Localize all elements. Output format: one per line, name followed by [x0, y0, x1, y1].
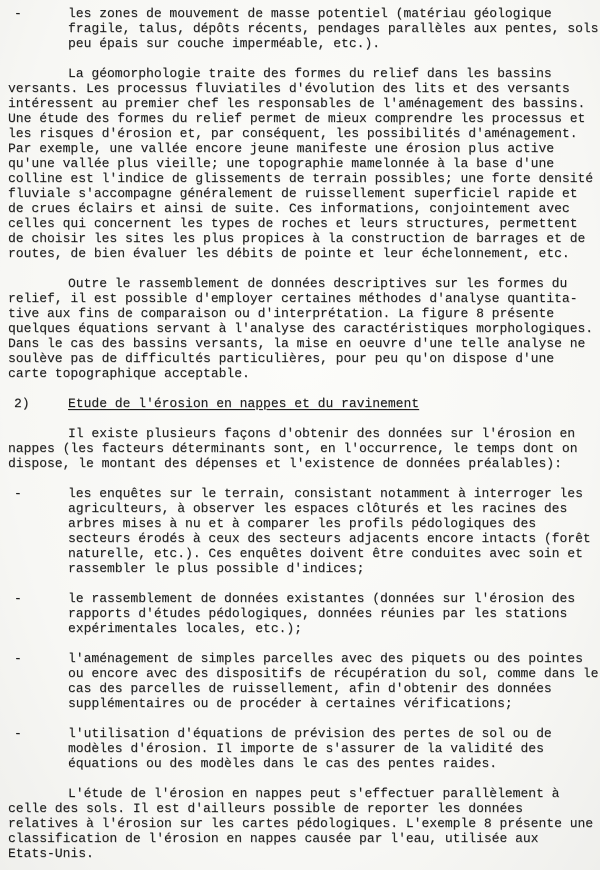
text-line: modèles d'érosion. Il importe de s'assurer de la validité des: [68, 741, 544, 756]
text-line: relatives à l'érosion sur les cartes pédologiques. L'exemple 8 présente une: [8, 816, 594, 831]
paragraph: [8, 786, 596, 861]
text-line: expérimentales locales, etc.);: [68, 621, 303, 636]
text-line: supplémentaires ou de procéder à certaines vérifications;: [68, 696, 513, 711]
paragraph: [8, 426, 596, 471]
bullet-dash: -: [14, 486, 22, 501]
text-line: le rassemblement de données existantes (données sur l'érosion des: [68, 591, 576, 606]
text-line: dispose, le montant des dépenses et l'existence de données préalables):: [8, 456, 562, 471]
text-line: Dans le cas des bassins versants, la mise en oeuvre d'une telle analyse ne: [8, 336, 586, 351]
text-line: soulève pas de difficultés particulières, pour peu qu'on dispose d'une: [8, 351, 555, 366]
bullet-item: [8, 651, 599, 711]
text-line: cas des parcelles de ruissellement, afin d'obtenir des données: [68, 681, 552, 696]
text-line: Par exemple, une vallée encore jeune manifeste une érosion plus active: [8, 141, 555, 156]
bullet-dash: -: [14, 651, 22, 666]
text-line: naturelle, etc.). Ces enquêtes doivent être conduites avec soin et: [68, 546, 583, 561]
text-line: de crues éclairs et ainsi de suite. Ces informations, conjointement avec: [8, 201, 570, 216]
text-line: Etats-Unis.: [8, 846, 94, 861]
text-line: les enquêtes sur le terrain, consistant notamment à interroger les: [68, 486, 583, 501]
text-line: agriculteurs, à observer les espaces clôturés et les racines des: [68, 501, 568, 516]
text-line: les risques d'érosion et, par conséquent, les possibilités d'aménagement.: [8, 126, 578, 141]
text-line: fluviale s'accompagne généralement de ruissellement superficiel rapide et: [8, 186, 578, 201]
text-line: équations ou des modèles dans le cas des pentes raides.: [68, 756, 498, 771]
text-line: secteurs érodés à ceux des secteurs adjacents encore intacts (forêt: [68, 531, 591, 546]
text-line: arbres mises à nu et à comparer les profils pédologiques des: [68, 516, 537, 531]
heading-number: 2): [14, 396, 30, 411]
text-line: L'étude de l'érosion en nappes peut s'effectuer parallèlement à: [68, 786, 560, 801]
bullet-dash: -: [14, 726, 22, 741]
text-line: l'aménagement de simples parcelles avec des piquets ou des pointes: [68, 651, 583, 666]
text-line: routes, de bien évaluer les débits de pointe et leur échelonnement, etc.: [8, 246, 570, 261]
text-line: versants. Les processus fluviatiles d'évolution des lits et des versants: [8, 81, 570, 96]
text-line: relief, il est possible d'employer certaines méthodes d'analyse quantita-: [8, 291, 578, 306]
text-line: tive aux fins de comparaison ou d'interprétation. La figure 8 présente: [8, 306, 555, 321]
text-line: fragile, talus, dépôts récents, pendages parallèles aux pentes, sols: [68, 21, 599, 36]
text-line: celles qui concernent les types de roches et leurs structures, permettent: [8, 216, 578, 231]
text-line: Outre le rassemblement de données descriptives sur les formes du: [68, 276, 568, 291]
text-line: celle des sols. Il est d'ailleurs possible de reporter les données: [8, 801, 523, 816]
text-line: colline est l'indice de glissements de terrain possibles; une forte densité: [8, 171, 594, 186]
text-line: les zones de mouvement de masse potentiel (matériau géologique: [68, 6, 552, 21]
text-line: Il existe plusieurs façons d'obtenir des données sur l'érosion en: [68, 426, 576, 441]
paragraph: [8, 276, 596, 381]
text-line: nappes (les facteurs déterminants sont, en l'occurrence, le temps dont on: [8, 441, 578, 456]
text-line: Une étude des formes du relief permet de mieux comprendre les processus et: [8, 111, 586, 126]
bullet-dash: -: [14, 6, 22, 21]
text-line: rapports d'études pédologiques, données réunies par les stations: [68, 606, 568, 621]
bullet-item: [8, 591, 596, 636]
text-line: intéressent au premier chef les responsables de l'aménagement des bassins.: [8, 96, 586, 111]
text-line: peu épais sur couche imperméable, etc.).: [68, 36, 381, 51]
text-line: de choisir les sites les plus propices à la construction de barrages et de: [8, 231, 586, 246]
bullet-item: [8, 486, 596, 576]
text-line: rassembler le plus possible d'indices;: [68, 561, 365, 576]
text-line: quelques équations servant à l'analyse des caractéristiques morphologiques.: [8, 321, 594, 336]
bullet-item: [8, 6, 599, 51]
bullet-dash: -: [14, 591, 22, 606]
text-body: [8, 6, 599, 861]
paragraph: [8, 66, 596, 261]
text-line: carte topographique acceptable.: [8, 366, 250, 381]
text-line: qu'une vallée plus vieille; une topographie mamelonnée à la base d'une: [8, 156, 555, 171]
bullet-item: [8, 726, 596, 771]
heading-title: Etude de l'érosion en nappes et du ravinement: [68, 396, 420, 411]
text-line: classification de l'érosion en nappes causée par l'eau, utilisée aux: [8, 831, 539, 846]
text-line: l'utilisation d'équations de prévision des pertes de sol ou de: [68, 726, 552, 741]
section-heading: [8, 396, 596, 411]
text-line: La géomorphologie traite des formes du relief dans les bassins: [68, 66, 552, 81]
text-line: ou encore avec des dispositifs de récupération du sol, comme dans le: [68, 666, 599, 681]
